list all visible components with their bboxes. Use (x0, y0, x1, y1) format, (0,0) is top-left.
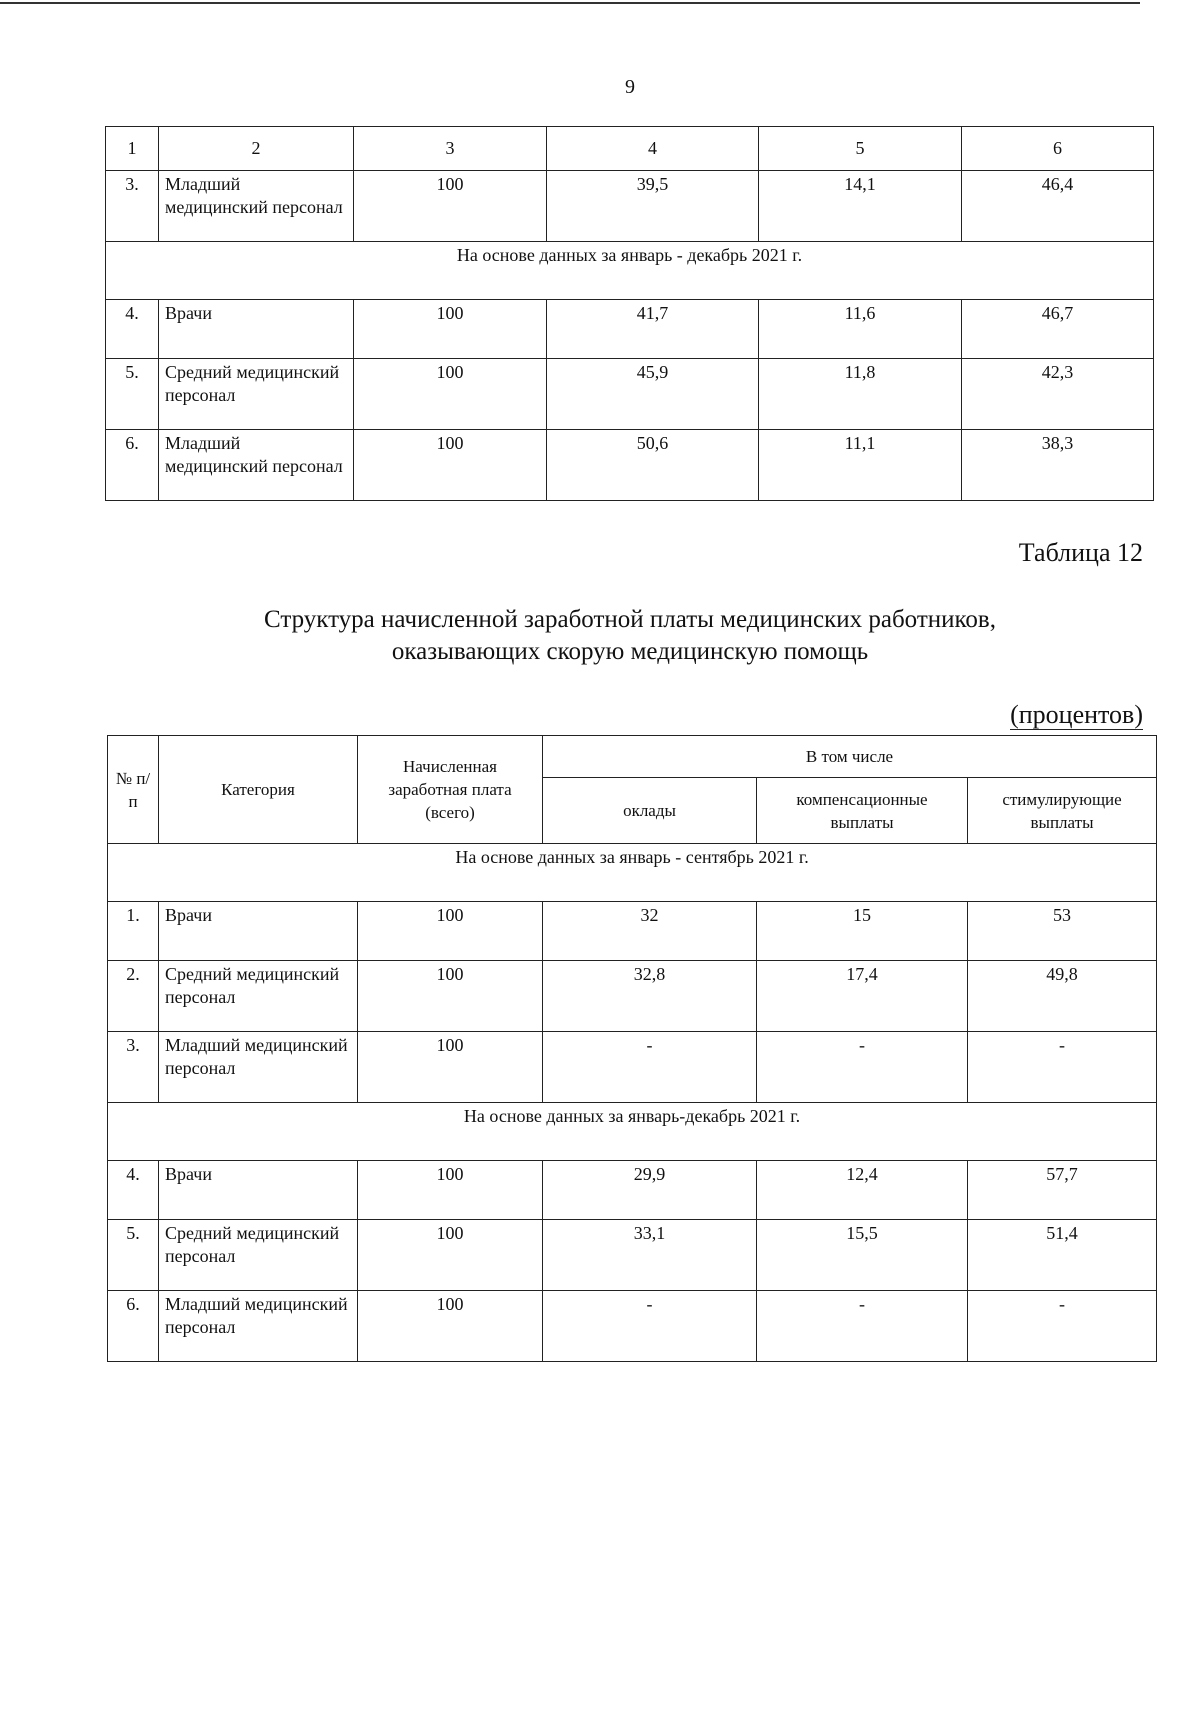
table-row (106, 430, 1154, 501)
row-category: Врачи (159, 1161, 358, 1220)
col-number: 5 (759, 127, 962, 171)
table-row (108, 1291, 1157, 1362)
row-total: 100 (358, 961, 543, 1032)
row-total: 100 (358, 1220, 543, 1291)
table-12-body (108, 844, 1157, 1362)
row-salaries: - (543, 1291, 757, 1362)
header-compensation: компенсационные выплаты (757, 778, 968, 844)
row-compensation: 15,5 (757, 1220, 968, 1291)
row-compensation: 11,1 (759, 430, 962, 501)
row-incentive: 42,3 (962, 359, 1154, 430)
table-row (108, 1220, 1157, 1291)
table-row (108, 961, 1157, 1032)
row-incentive: 38,3 (962, 430, 1154, 501)
row-total: 100 (354, 171, 547, 242)
row-category: Средний медицинский персонал (159, 359, 354, 430)
row-number: 1. (108, 902, 159, 961)
row-incentive: 57,7 (968, 1161, 1157, 1220)
table-row (106, 359, 1154, 430)
row-number: 5. (106, 359, 159, 430)
period-row (106, 242, 1154, 300)
row-salaries: 45,9 (547, 359, 759, 430)
period-label: На основе данных за январь-декабрь 2021 г. (108, 1103, 1157, 1161)
row-category: Младший медицинский персонал (159, 171, 354, 242)
row-compensation: 12,4 (757, 1161, 968, 1220)
table-row (108, 1161, 1157, 1220)
row-salaries: 32 (543, 902, 757, 961)
row-total: 100 (354, 430, 547, 501)
row-incentive: - (968, 1032, 1157, 1103)
table-row (108, 902, 1157, 961)
row-salaries: 50,6 (547, 430, 759, 501)
table-caption: Таблица 12 (1018, 538, 1143, 567)
row-compensation: 11,8 (759, 359, 962, 430)
row-number: 3. (106, 171, 159, 242)
row-category: Врачи (159, 300, 354, 359)
table-12-header (108, 736, 1157, 844)
row-total: 100 (358, 902, 543, 961)
row-compensation: 14,1 (759, 171, 962, 242)
header-salaries: оклады (543, 778, 757, 844)
row-total: 100 (354, 300, 547, 359)
col-number: 2 (159, 127, 354, 171)
unit-text: (процентов) (1010, 700, 1143, 729)
row-salaries: - (543, 1032, 757, 1103)
row-incentive: 51,4 (968, 1220, 1157, 1291)
header-including: В том числе (543, 736, 1157, 778)
row-number: 6. (106, 430, 159, 501)
row-category: Младший медицинский персонал (159, 1291, 358, 1362)
continued-table (105, 126, 1154, 501)
table-row (106, 300, 1154, 359)
period-row (108, 844, 1157, 902)
row-salaries: 32,8 (543, 961, 757, 1032)
column-number-row (106, 127, 1154, 171)
row-category: Средний медицинский персонал (159, 1220, 358, 1291)
row-incentive: - (968, 1291, 1157, 1362)
row-category: Врачи (159, 902, 358, 961)
row-number: 5. (108, 1220, 159, 1291)
period-label: На основе данных за январь - декабрь 2021 г. (106, 242, 1154, 300)
row-compensation: 15 (757, 902, 968, 961)
top-border-line (0, 2, 1140, 4)
col-number: 3 (354, 127, 547, 171)
col-number: 4 (547, 127, 759, 171)
row-category: Младший медицинский персонал (159, 430, 354, 501)
row-total: 100 (354, 359, 547, 430)
table-row (106, 171, 1154, 242)
row-incentive: 53 (968, 902, 1157, 961)
row-salaries: 33,1 (543, 1220, 757, 1291)
row-number: 4. (108, 1161, 159, 1220)
row-compensation: - (757, 1032, 968, 1103)
continued-table-body (106, 127, 1154, 501)
row-total: 100 (358, 1032, 543, 1103)
row-salaries: 39,5 (547, 171, 759, 242)
header-total: Начисленная заработная плата (всего) (358, 736, 543, 844)
row-number: 2. (108, 961, 159, 1032)
row-number: 3. (108, 1032, 159, 1103)
col-number: 6 (962, 127, 1154, 171)
row-incentive: 46,4 (962, 171, 1154, 242)
row-incentive: 49,8 (968, 961, 1157, 1032)
row-salaries: 41,7 (547, 300, 759, 359)
page-number: 9 (625, 76, 635, 98)
row-compensation: 17,4 (757, 961, 968, 1032)
row-category: Средний медицинский персонал (159, 961, 358, 1032)
period-row (108, 1103, 1157, 1161)
period-label: На основе данных за январь - сентябрь 2021 г. (108, 844, 1157, 902)
header-incentive: стимулирующие выплаты (968, 778, 1157, 844)
col-number: 1 (106, 127, 159, 171)
table-title: Структура начисленной заработной платы медицинских работников, оказывающих скорую медицинскую помощь (264, 606, 996, 665)
row-number: 6. (108, 1291, 159, 1362)
row-incentive: 46,7 (962, 300, 1154, 359)
unit-label (0, 700, 1143, 730)
row-total: 100 (358, 1291, 543, 1362)
row-salaries: 29,9 (543, 1161, 757, 1220)
row-compensation: 11,6 (759, 300, 962, 359)
row-number: 4. (106, 300, 159, 359)
header-category: Категория (159, 736, 358, 844)
table-row (108, 1032, 1157, 1103)
row-category: Младший медицинский персонал (159, 1032, 358, 1103)
row-total: 100 (358, 1161, 543, 1220)
row-compensation: - (757, 1291, 968, 1362)
table-12 (107, 735, 1157, 1362)
header-num: № п/п (108, 736, 159, 844)
